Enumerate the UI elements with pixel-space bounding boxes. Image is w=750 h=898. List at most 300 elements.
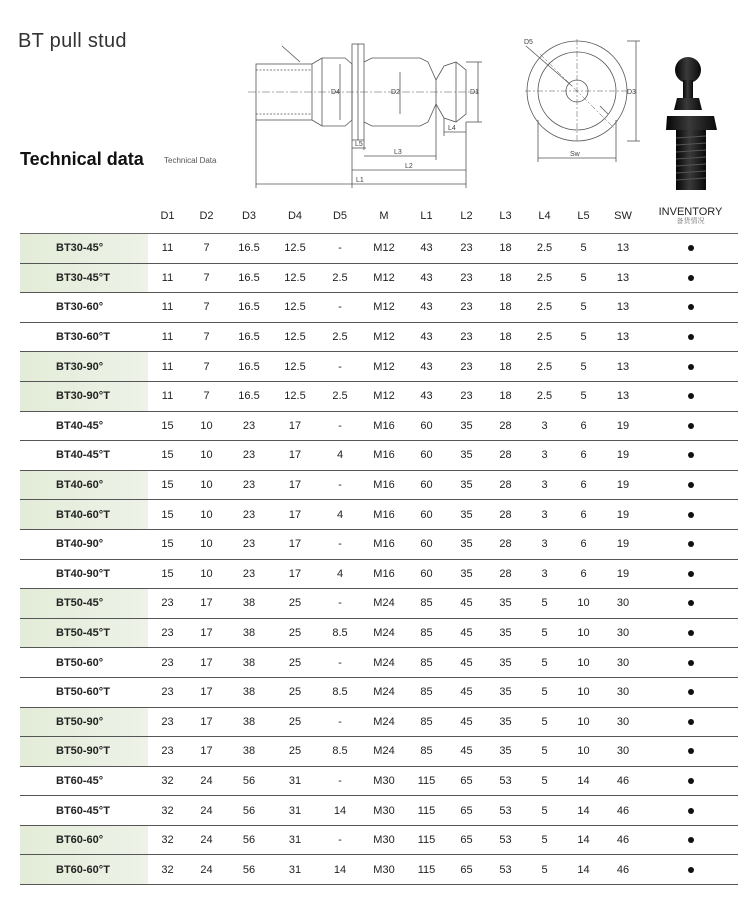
cell-sw: 13: [603, 263, 643, 293]
table-row: [20, 234, 738, 264]
cell-inventory: [643, 529, 738, 559]
cell-inventory: [643, 559, 738, 589]
cell-l4: 3: [525, 500, 564, 530]
cell-l2: 23: [447, 352, 486, 382]
in-stock-dot-icon: [688, 245, 694, 251]
cell-l5: 10: [564, 618, 603, 648]
label-d2: D2: [391, 89, 400, 96]
cell-d4: 17: [272, 470, 318, 500]
cell-inventory: [643, 234, 738, 264]
cell-l5: 5: [564, 381, 603, 411]
header-inventory-label: INVENTORY: [658, 206, 723, 218]
cell-l5: 6: [564, 441, 603, 471]
cell-l2: 45: [447, 737, 486, 767]
cell-m: M24: [362, 707, 406, 737]
cell-l3: 53: [486, 855, 525, 885]
cell-sw: 46: [603, 796, 643, 826]
cell-d5: 4: [318, 441, 362, 471]
cell-l1: 85: [406, 589, 447, 619]
cell-d4: 31: [272, 855, 318, 885]
cell-d2: 7: [187, 381, 226, 411]
table-header-row: [20, 199, 738, 234]
cell-l3: 28: [486, 411, 525, 441]
cell-model: BT50-60°T: [20, 677, 148, 707]
cell-m: M16: [362, 441, 406, 471]
cell-d2: 10: [187, 470, 226, 500]
cell-model: BT40-60°: [20, 470, 148, 500]
cell-m: M12: [362, 234, 406, 264]
cell-model: BT30-60°: [20, 293, 148, 323]
cell-sw: 19: [603, 559, 643, 589]
cell-l1: 43: [406, 263, 447, 293]
cell-d2: 10: [187, 559, 226, 589]
cell-d2: 17: [187, 737, 226, 767]
cell-d5: -: [318, 234, 362, 264]
cell-l3: 28: [486, 500, 525, 530]
in-stock-dot-icon: [688, 541, 694, 547]
cell-inventory: [643, 293, 738, 323]
cell-sw: 19: [603, 411, 643, 441]
cell-sw: 30: [603, 737, 643, 767]
cell-sw: 30: [603, 618, 643, 648]
cell-model: BT60-60°: [20, 825, 148, 855]
cell-l5: 6: [564, 559, 603, 589]
cell-sw: 19: [603, 500, 643, 530]
cell-l4: 2.5: [525, 381, 564, 411]
cell-d4: 12.5: [272, 352, 318, 382]
cell-inventory: [643, 411, 738, 441]
cell-model: BT30-45°T: [20, 263, 148, 293]
cell-inventory: [643, 737, 738, 767]
cell-model: BT60-60°T: [20, 855, 148, 885]
cell-sw: 30: [603, 589, 643, 619]
cell-d5: 2.5: [318, 322, 362, 352]
cell-d3: 38: [226, 677, 272, 707]
label-l1: L1: [356, 177, 364, 184]
cell-model: BT50-90°: [20, 707, 148, 737]
in-stock-dot-icon: [688, 482, 694, 488]
cell-l5: 10: [564, 677, 603, 707]
cell-l3: 28: [486, 441, 525, 471]
cell-sw: 13: [603, 234, 643, 264]
cell-d2: 24: [187, 796, 226, 826]
table-row: [20, 381, 738, 411]
cell-l2: 65: [447, 796, 486, 826]
in-stock-dot-icon: [688, 778, 694, 784]
cell-d1: 23: [148, 707, 187, 737]
cell-model: BT60-45°T: [20, 796, 148, 826]
cell-m: M16: [362, 411, 406, 441]
cell-d1: 15: [148, 411, 187, 441]
table-row: [20, 737, 738, 767]
in-stock-dot-icon: [688, 452, 694, 458]
table-row: [20, 411, 738, 441]
cell-d4: 25: [272, 648, 318, 678]
table-row: [20, 322, 738, 352]
header-inventory-sub: 备货情况: [676, 218, 705, 225]
cell-l1: 60: [406, 470, 447, 500]
cell-model: BT50-45°: [20, 589, 148, 619]
cell-d3: 23: [226, 559, 272, 589]
cell-l1: 43: [406, 234, 447, 264]
cell-l4: 5: [525, 766, 564, 796]
cell-m: M12: [362, 263, 406, 293]
cell-d5: -: [318, 293, 362, 323]
cell-inventory: [643, 381, 738, 411]
in-stock-dot-icon: [688, 304, 694, 310]
cell-d3: 56: [226, 825, 272, 855]
cell-d3: 56: [226, 766, 272, 796]
header-d3: D3: [226, 199, 272, 234]
cell-l4: 2.5: [525, 263, 564, 293]
cell-m: M12: [362, 381, 406, 411]
cell-d5: -: [318, 470, 362, 500]
label-d1: D1: [470, 89, 479, 96]
cell-d2: 10: [187, 500, 226, 530]
in-stock-dot-icon: [688, 364, 694, 370]
cell-l1: 85: [406, 618, 447, 648]
cell-d1: 11: [148, 322, 187, 352]
table-row: [20, 559, 738, 589]
cell-l2: 65: [447, 825, 486, 855]
cell-l4: 5: [525, 648, 564, 678]
cell-l5: 14: [564, 766, 603, 796]
cell-l4: 2.5: [525, 352, 564, 382]
cell-l5: 14: [564, 855, 603, 885]
cell-d4: 17: [272, 559, 318, 589]
label-sw: Sw: [570, 151, 580, 158]
cell-d4: 17: [272, 411, 318, 441]
cell-m: M12: [362, 293, 406, 323]
cell-l5: 10: [564, 589, 603, 619]
cell-d3: 38: [226, 648, 272, 678]
table-row: [20, 707, 738, 737]
label-d4: D4: [331, 89, 340, 96]
cell-d5: -: [318, 529, 362, 559]
cell-d1: 15: [148, 559, 187, 589]
cell-l4: 5: [525, 589, 564, 619]
cell-l4: 5: [525, 677, 564, 707]
cell-l4: 2.5: [525, 322, 564, 352]
cell-l3: 35: [486, 618, 525, 648]
cell-l5: 6: [564, 500, 603, 530]
cell-l4: 2.5: [525, 293, 564, 323]
cell-l4: 3: [525, 441, 564, 471]
cell-d5: -: [318, 707, 362, 737]
cell-l5: 14: [564, 796, 603, 826]
cell-m: M24: [362, 589, 406, 619]
cell-l3: 35: [486, 707, 525, 737]
cell-l2: 23: [447, 234, 486, 264]
cell-d2: 7: [187, 322, 226, 352]
cell-inventory: [643, 677, 738, 707]
cell-d4: 25: [272, 737, 318, 767]
cell-l3: 28: [486, 529, 525, 559]
cell-d2: 24: [187, 855, 226, 885]
cell-l2: 35: [447, 441, 486, 471]
cell-d2: 7: [187, 263, 226, 293]
cell-m: M16: [362, 529, 406, 559]
cell-d5: 4: [318, 500, 362, 530]
header-d4: D4: [272, 199, 318, 234]
table-row: [20, 500, 738, 530]
cell-d3: 23: [226, 441, 272, 471]
cell-d3: 38: [226, 589, 272, 619]
cell-d1: 32: [148, 766, 187, 796]
cell-inventory: [643, 352, 738, 382]
cell-d1: 23: [148, 737, 187, 767]
cell-m: M16: [362, 470, 406, 500]
cell-l1: 60: [406, 559, 447, 589]
cell-d5: 2.5: [318, 381, 362, 411]
cell-d1: 32: [148, 825, 187, 855]
cell-l4: 2.5: [525, 234, 564, 264]
cell-model: BT40-45°T: [20, 441, 148, 471]
technical-drawing: [0, 0, 750, 200]
cell-m: M30: [362, 796, 406, 826]
cell-l1: 60: [406, 441, 447, 471]
cell-l5: 10: [564, 648, 603, 678]
cell-sw: 30: [603, 707, 643, 737]
cell-d3: 16.5: [226, 234, 272, 264]
cell-d5: 8.5: [318, 737, 362, 767]
cell-model: BT30-45°: [20, 234, 148, 264]
cell-m: M24: [362, 648, 406, 678]
cell-l3: 18: [486, 322, 525, 352]
cell-l1: 60: [406, 411, 447, 441]
cell-d3: 16.5: [226, 352, 272, 382]
cell-inventory: [643, 855, 738, 885]
cell-l4: 3: [525, 470, 564, 500]
cell-l3: 18: [486, 381, 525, 411]
cell-d5: -: [318, 589, 362, 619]
header-l1: L1: [406, 199, 447, 234]
cell-inventory: [643, 441, 738, 471]
table-row: [20, 825, 738, 855]
cell-l1: 115: [406, 766, 447, 796]
cell-d4: 25: [272, 677, 318, 707]
cell-model: BT50-45°T: [20, 618, 148, 648]
cell-d2: 10: [187, 529, 226, 559]
cell-l1: 115: [406, 855, 447, 885]
cell-d5: 4: [318, 559, 362, 589]
cell-l5: 6: [564, 411, 603, 441]
cell-l3: 28: [486, 470, 525, 500]
cell-d5: -: [318, 648, 362, 678]
in-stock-dot-icon: [688, 275, 694, 281]
cell-inventory: [643, 589, 738, 619]
cell-l3: 35: [486, 648, 525, 678]
cell-d4: 25: [272, 707, 318, 737]
cell-d1: 15: [148, 441, 187, 471]
end-view-drawing: [525, 39, 640, 162]
side-view-drawing: [248, 44, 482, 188]
cell-model: BT40-90°: [20, 529, 148, 559]
table-row: [20, 648, 738, 678]
cell-sw: 13: [603, 352, 643, 382]
cell-l5: 10: [564, 707, 603, 737]
cell-d3: 16.5: [226, 293, 272, 323]
cell-d5: -: [318, 352, 362, 382]
cell-d1: 23: [148, 648, 187, 678]
cell-d2: 17: [187, 707, 226, 737]
header-inventory: [643, 199, 738, 234]
cell-l3: 53: [486, 796, 525, 826]
section-title: Technical data: [20, 149, 144, 169]
cell-d2: 7: [187, 293, 226, 323]
cell-inventory: [643, 707, 738, 737]
cell-d1: 23: [148, 618, 187, 648]
table-row: [20, 263, 738, 293]
cell-d1: 32: [148, 855, 187, 885]
table-row: [20, 529, 738, 559]
cell-d5: -: [318, 766, 362, 796]
label-d5: D5: [524, 39, 533, 46]
cell-d3: 38: [226, 707, 272, 737]
cell-d2: 17: [187, 589, 226, 619]
label-l2: L2: [405, 163, 413, 170]
cell-d2: 24: [187, 766, 226, 796]
table-row: [20, 441, 738, 471]
cell-l5: 14: [564, 825, 603, 855]
cell-l1: 85: [406, 648, 447, 678]
cell-m: M24: [362, 737, 406, 767]
cell-l2: 45: [447, 677, 486, 707]
cell-l3: 18: [486, 352, 525, 382]
cell-inventory: [643, 470, 738, 500]
in-stock-dot-icon: [688, 600, 694, 606]
cell-l1: 60: [406, 500, 447, 530]
cell-l1: 43: [406, 322, 447, 352]
header-l5: L5: [564, 199, 603, 234]
header-l2: L2: [447, 199, 486, 234]
in-stock-dot-icon: [688, 689, 694, 695]
in-stock-dot-icon: [688, 571, 694, 577]
cell-l2: 23: [447, 322, 486, 352]
cell-l3: 18: [486, 234, 525, 264]
cell-l5: 10: [564, 737, 603, 767]
cell-d2: 7: [187, 352, 226, 382]
cell-d3: 38: [226, 737, 272, 767]
cell-sw: 46: [603, 825, 643, 855]
cell-sw: 13: [603, 381, 643, 411]
in-stock-dot-icon: [688, 837, 694, 843]
cell-l1: 43: [406, 293, 447, 323]
cell-sw: 46: [603, 855, 643, 885]
cell-d4: 17: [272, 529, 318, 559]
cell-m: M12: [362, 322, 406, 352]
cell-m: M24: [362, 677, 406, 707]
pull-stud-photo: [662, 52, 724, 192]
cell-m: M16: [362, 500, 406, 530]
in-stock-dot-icon: [688, 512, 694, 518]
cell-d4: 25: [272, 589, 318, 619]
table-row: [20, 796, 738, 826]
cell-d2: 7: [187, 234, 226, 264]
cell-inventory: [643, 796, 738, 826]
cell-l4: 5: [525, 707, 564, 737]
cell-l5: 5: [564, 352, 603, 382]
cell-l4: 5: [525, 855, 564, 885]
header-m: M: [362, 199, 406, 234]
header-d2: D2: [187, 199, 226, 234]
cell-d4: 17: [272, 441, 318, 471]
cell-l2: 45: [447, 618, 486, 648]
cell-l5: 5: [564, 234, 603, 264]
cell-l2: 23: [447, 293, 486, 323]
cell-l5: 6: [564, 470, 603, 500]
cell-l2: 35: [447, 470, 486, 500]
cell-l2: 35: [447, 559, 486, 589]
cell-d1: 11: [148, 293, 187, 323]
cell-l2: 35: [447, 529, 486, 559]
cell-model: BT40-60°T: [20, 500, 148, 530]
cell-d5: 14: [318, 796, 362, 826]
cell-d4: 31: [272, 796, 318, 826]
page-title: BT pull stud: [18, 30, 127, 52]
cell-l2: 35: [447, 500, 486, 530]
cell-d4: 12.5: [272, 381, 318, 411]
cell-model: BT30-60°T: [20, 322, 148, 352]
table-row: [20, 470, 738, 500]
cell-d4: 31: [272, 825, 318, 855]
cell-d3: 56: [226, 855, 272, 885]
cell-d1: 11: [148, 263, 187, 293]
cell-l3: 28: [486, 559, 525, 589]
cell-l2: 45: [447, 707, 486, 737]
cell-d4: 17: [272, 500, 318, 530]
label-l3: L3: [394, 149, 402, 156]
cell-d4: 12.5: [272, 293, 318, 323]
cell-d1: 15: [148, 529, 187, 559]
cell-l2: 45: [447, 589, 486, 619]
cell-l3: 35: [486, 737, 525, 767]
table-row: [20, 618, 738, 648]
cell-d5: -: [318, 411, 362, 441]
header-d1: D1: [148, 199, 187, 234]
cell-l2: 35: [447, 411, 486, 441]
cell-d4: 25: [272, 618, 318, 648]
cell-d1: 23: [148, 677, 187, 707]
cell-l5: 5: [564, 263, 603, 293]
header-model: [20, 199, 148, 234]
table-row: [20, 677, 738, 707]
cell-l1: 43: [406, 352, 447, 382]
cell-l4: 5: [525, 796, 564, 826]
label-d3: D3: [627, 89, 636, 96]
cell-inventory: [643, 322, 738, 352]
cell-l5: 5: [564, 322, 603, 352]
cell-inventory: [643, 263, 738, 293]
cell-d1: 11: [148, 234, 187, 264]
cell-m: M16: [362, 559, 406, 589]
in-stock-dot-icon: [688, 423, 694, 429]
cell-m: M30: [362, 766, 406, 796]
cell-d3: 16.5: [226, 381, 272, 411]
cell-d3: 16.5: [226, 322, 272, 352]
cell-d3: 16.5: [226, 263, 272, 293]
table-row: [20, 589, 738, 619]
cell-l4: 3: [525, 411, 564, 441]
cell-d5: 8.5: [318, 677, 362, 707]
cell-d2: 17: [187, 648, 226, 678]
cell-l4: 3: [525, 529, 564, 559]
header-d5: D5: [318, 199, 362, 234]
cell-l4: 5: [525, 618, 564, 648]
cell-l3: 18: [486, 263, 525, 293]
cell-l2: 65: [447, 766, 486, 796]
in-stock-dot-icon: [688, 630, 694, 636]
